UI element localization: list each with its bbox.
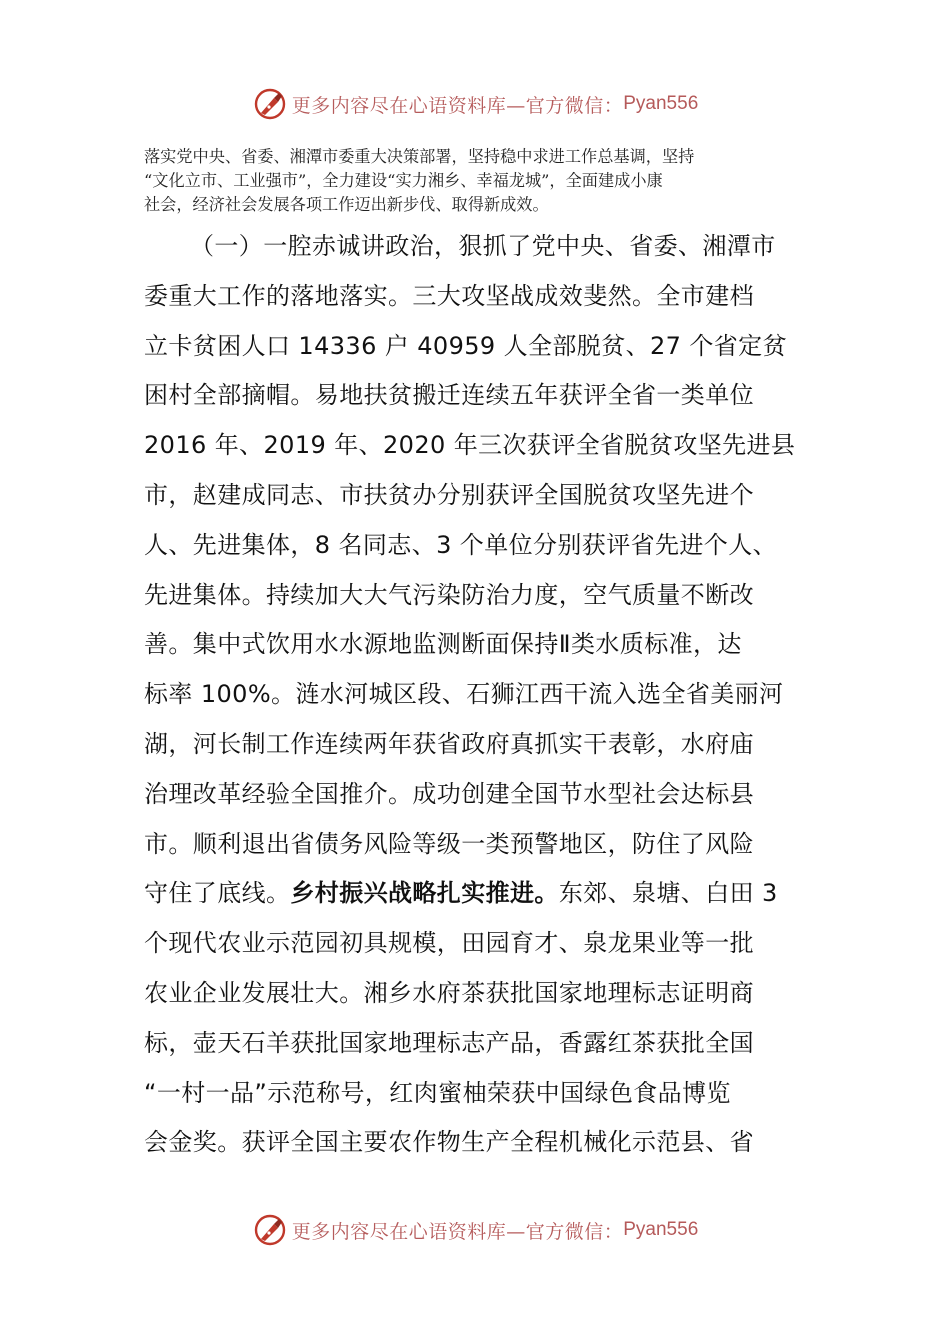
body-line: 困村全部摘帽。易地扶贫搬迁连续五年获评全省一类单位: [144, 381, 754, 410]
body-line: 委重大工作的落地落实。三大攻坚战成效斐然。全市建档: [144, 281, 754, 310]
bold-heading: 乡村振兴战略扎实推进。: [290, 879, 559, 908]
body-line: 湖，河长制工作连续两年获省政府真抓实干表彰，水府庙: [144, 729, 754, 758]
body-line: 2016 年、2019 年、2020 年三次获评全省脱贫攻坚先进县: [144, 431, 796, 460]
body-line-mixed: [144, 869, 806, 919]
header-banner: [0, 84, 950, 124]
header-banner-wechat: Pyan556: [623, 93, 699, 114]
intro-line: 落实党中央、省委、湘潭市委重大决策部署，坚持稳中求进工作总基调，坚持: [144, 147, 695, 166]
footer-banner-text: 更多内容尽在心语资料库—官方微信：: [291, 1220, 624, 1243]
body-line: 立卡贫困人口 14336 户 40959 人全部脱贫、27 个省定贫: [144, 331, 787, 360]
body-line: 标，壶天石羊获批国家地理标志产品，香露红茶获批全国: [144, 1028, 754, 1057]
body-line: “一村一品”示范称号，红肉蜜柚荣获中国绿色食品博览: [144, 1078, 731, 1107]
body-line: 治理改革经验全国推介。成功创建全国节水型社会达标县: [144, 779, 754, 808]
intro-line: “文化立市、工业强市”，全力建设“实力湘乡、幸福龙城”，全面建成小康: [144, 171, 663, 190]
main-section: [144, 222, 806, 1168]
body-line: 先进集体。持续加大大气污染防治力度，空气质量不断改: [144, 580, 754, 609]
body-line: 善。集中式饮用水水源地监测断面保持Ⅱ类水质标准，达: [144, 630, 742, 659]
body-line: 会金奖。获评全国主要农作物生产全程机械化示范县、省: [144, 1128, 754, 1157]
body-line: 农业企业发展壮大。湘乡水府茶获批国家地理标志证明商: [144, 978, 754, 1007]
pen-nib-logo-icon: [252, 86, 288, 122]
body-line: 市，赵建成同志、市扶贫办分别获评全国脱贫攻坚先进个: [144, 480, 754, 509]
body-line: 标率 100%。涟水河城区段、石狮江西干流入选全省美丽河: [144, 680, 784, 709]
body-line: 个现代农业示范园初具规模，田园育才、泉龙果业等一批: [144, 929, 754, 958]
body-line: 人、先进集体，8 名同志、3 个单位分别获评省先进个人、: [144, 530, 777, 559]
header-banner-text: 更多内容尽在心语资料库—官方微信：: [291, 94, 624, 117]
body-line-segment: 守住了底线。: [144, 879, 291, 908]
body-line-segment: 东郊、泉塘、白田 3: [558, 879, 778, 908]
intro-line: 社会，经济社会发展各项工作迈出新步伐、取得新成效。: [144, 195, 549, 214]
body-line: 市。顺利退出省债务风险等级一类预警地区，防住了风险: [144, 829, 754, 858]
footer-banner-wechat: Pyan556: [623, 1219, 699, 1240]
footer-banner: [0, 1210, 950, 1250]
intro-paragraph: [144, 145, 806, 217]
pen-nib-logo-icon: [252, 1212, 288, 1248]
body-line: （一）一腔赤诚讲政治，狠抓了党中央、省委、湘潭市: [190, 232, 776, 260]
